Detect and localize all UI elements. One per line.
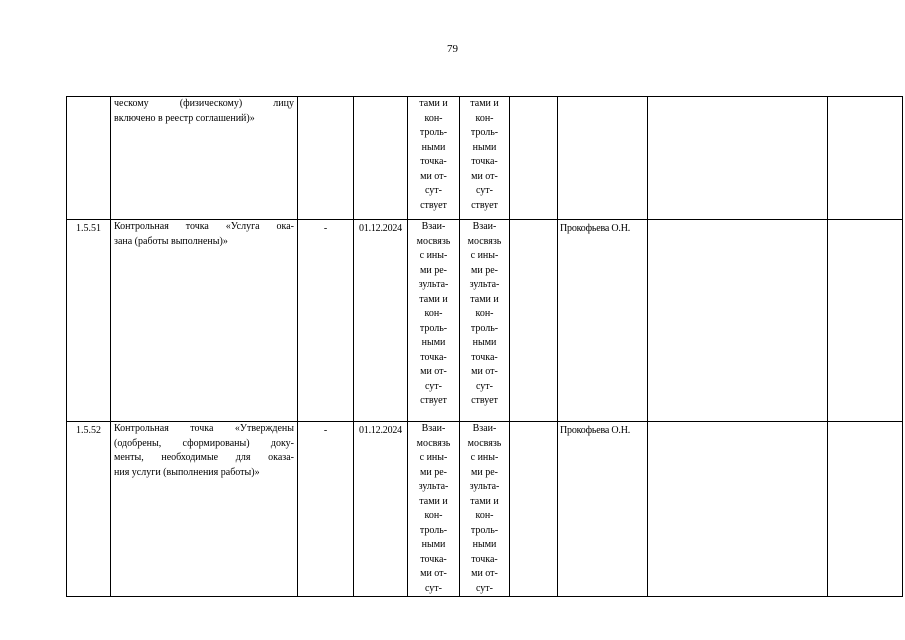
cell-text-line: Контрольная точка «Утверждены [114, 423, 294, 434]
relation-text-line: кон- [424, 308, 443, 319]
relation-text-line: зульта- [418, 279, 449, 290]
relation-text-line: ми от- [471, 170, 498, 182]
cell-text-line: ния услуги (выполнения работы)» [114, 466, 260, 478]
row-name [111, 97, 298, 220]
row-responsible: Прокофьева О.Н. [558, 220, 648, 422]
row-dash [298, 97, 354, 220]
cell-text-line: ческому (физическому) лицу [114, 98, 294, 109]
row-name [111, 422, 298, 597]
relation-text-line: ми ре- [420, 264, 447, 276]
table-row [67, 422, 903, 597]
row-relation-2 [460, 422, 510, 597]
relation-text-line: точка- [420, 156, 447, 167]
relation-text-line: точка- [471, 156, 498, 167]
relation-text-line: кон- [424, 510, 443, 521]
row-relation-1 [408, 97, 460, 220]
row-number [67, 97, 111, 220]
relation-text-line: зульта- [469, 279, 500, 290]
relation-text-line: троль- [419, 322, 448, 334]
relation-text-line: троль- [470, 127, 499, 138]
relation-text-line: сут- [424, 185, 442, 196]
relation-text-line: кон- [475, 510, 494, 521]
row-relation-1 [408, 422, 460, 597]
relation-text-line: ными [421, 141, 446, 153]
relation-text-line: точка- [471, 351, 498, 363]
row-empty-2 [648, 422, 828, 597]
relation-text-line: ными [472, 337, 497, 348]
relation-text-line: сут- [475, 582, 493, 594]
relation-text-line: с ины- [419, 250, 448, 261]
row-relation-2 [460, 220, 510, 422]
row-dash: - [298, 220, 354, 422]
row-dash: - [298, 422, 354, 597]
relation-text-line: тами и [419, 98, 448, 109]
table-row [67, 220, 903, 422]
row-empty-1 [510, 422, 558, 597]
row-date: 01.12.2024 [354, 220, 408, 422]
row-responsible [558, 97, 648, 220]
relation-text-line: ми ре- [420, 466, 447, 478]
row-empty-3 [828, 422, 903, 597]
row-empty-2 [648, 220, 828, 422]
relation-text-line: мосвязь [416, 437, 451, 449]
row-responsible: Прокофьева О.Н. [558, 422, 648, 597]
relation-text-line: ми от- [420, 170, 447, 182]
relation-text-line: Взаи- [421, 423, 446, 434]
relation-text-line: тами и [470, 495, 499, 507]
relation-text-line: кон- [475, 308, 494, 319]
relation-text-line: троль- [419, 524, 448, 536]
row-date: 01.12.2024 [354, 422, 408, 597]
relation-text-line: ми от- [471, 568, 498, 579]
row-empty-3 [828, 220, 903, 422]
relation-text-line: ми от- [420, 568, 447, 579]
cell-text-line: менты, необходимые для оказа- [114, 452, 294, 463]
relation-text-line: сут- [424, 380, 442, 392]
relation-text-line: тами и [470, 293, 499, 305]
relation-text-line: троль- [470, 524, 499, 536]
relation-text-line: зульта- [418, 481, 449, 492]
relation-text-line: мосвязь [416, 235, 451, 247]
relation-text-line: ми ре- [471, 466, 498, 478]
relation-text-line: с ины- [470, 452, 499, 463]
cell-text-line: зана (работы выполнены)» [114, 235, 228, 247]
relation-text-line: ствует [471, 395, 498, 406]
relation-text-line: мосвязь [467, 235, 502, 247]
row-empty-2 [648, 97, 828, 220]
relation-text-line: ми от- [420, 366, 447, 377]
relation-text-line: кон- [475, 112, 494, 124]
row-empty-1 [510, 97, 558, 220]
schedule-table [66, 96, 903, 597]
relation-text-line: ными [421, 337, 446, 348]
relation-text-line: ными [472, 539, 497, 550]
row-number: 1.5.51 [67, 220, 111, 422]
relation-text-line: с ины- [419, 452, 448, 463]
relation-text-line: Взаи- [472, 221, 497, 232]
relation-text-line: сут- [475, 380, 493, 392]
row-relation-2 [460, 97, 510, 220]
relation-text-line: Взаи- [472, 423, 497, 434]
row-name [111, 220, 298, 422]
relation-text-line: мосвязь [467, 437, 502, 449]
relation-text-line: ствует [471, 199, 498, 211]
relation-text-line: сут- [424, 582, 442, 594]
relation-text-line: ными [472, 141, 497, 153]
cell-text-line: (одобрены, сформированы) доку- [114, 437, 294, 449]
relation-text-line: ными [421, 539, 446, 550]
row-number: 1.5.52 [67, 422, 111, 597]
row-empty-1 [510, 220, 558, 422]
relation-text-line: сут- [475, 185, 493, 196]
relation-text-line: тами и [470, 98, 499, 109]
cell-text-line: Контрольная точка «Услуга ока- [114, 221, 294, 232]
relation-text-line: Взаи- [421, 221, 446, 232]
relation-text-line: зульта- [469, 481, 500, 492]
row-empty-3 [828, 97, 903, 220]
relation-text-line: точка- [420, 351, 447, 363]
relation-text-line: ствует [420, 199, 447, 211]
relation-text-line: с ины- [470, 250, 499, 261]
row-relation-1 [408, 220, 460, 422]
relation-text-line: ствует [420, 395, 447, 406]
relation-text-line: ми ре- [471, 264, 498, 276]
cell-text-line: включено в реестр соглашений)» [114, 112, 255, 124]
relation-text-line: тами и [419, 293, 448, 305]
relation-text-line: троль- [419, 127, 448, 138]
relation-text-line: троль- [470, 322, 499, 334]
relation-text-line: кон- [424, 112, 443, 124]
relation-text-line: точка- [420, 553, 447, 565]
relation-text-line: тами и [419, 495, 448, 507]
relation-text-line: ми от- [471, 366, 498, 377]
row-date [354, 97, 408, 220]
page-number: 79 [447, 43, 458, 55]
table-row [67, 97, 903, 220]
relation-text-line: точка- [471, 553, 498, 565]
